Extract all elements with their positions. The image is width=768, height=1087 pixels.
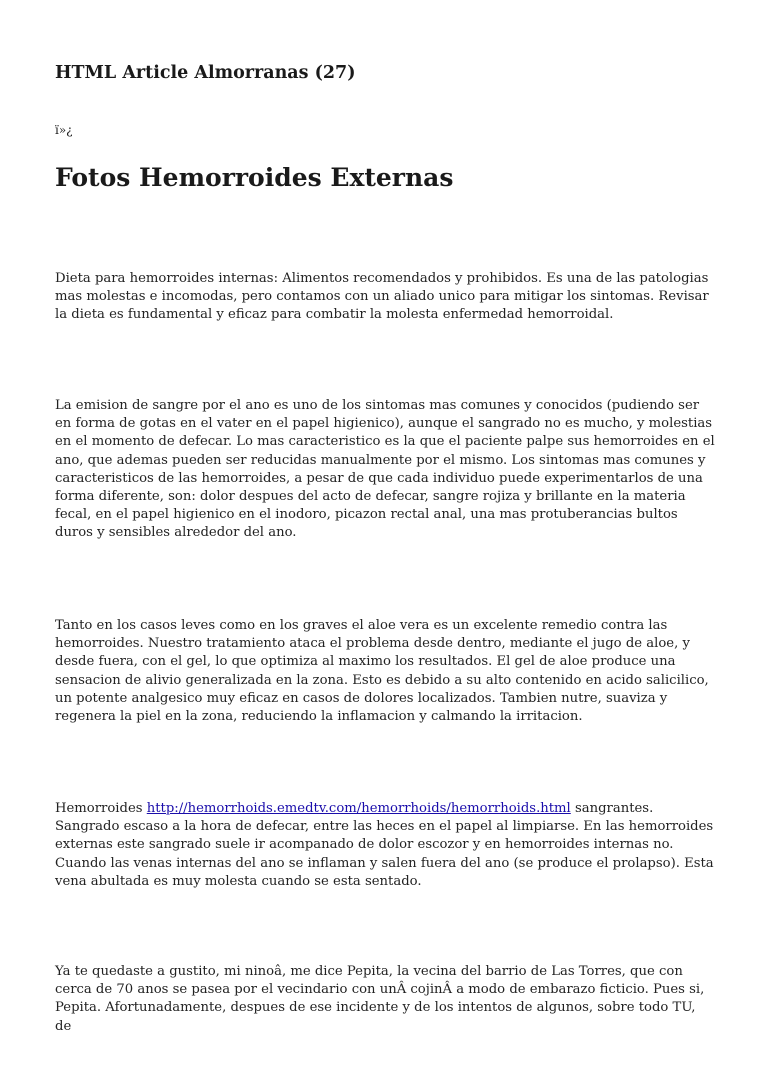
hemorrhoids-emedtv-link[interactable]: http://hemorrhoids.emedtv.com/hemorrhoids/hemorrhoids.html: [146, 801, 571, 816]
paragraph-text-before-link: Hemorroides: [55, 801, 147, 816]
paragraph-pepita: Ya te quedaste a gustito, mi ninoâ, me dice Pepita, la vecina del barrio de Las Torres, que con cerca de 70 anos se pasea por el vecindario con unÂ cojinÂ a modo de embarazo ficticio. Pues si, Pepita. Afortunadamente, despues de ese incidente y de los intentos de algunos, sobre todo TU, de: [55, 964, 705, 1034]
paragraph-aloe-vera: Tanto en los casos leves como en los graves el aloe vera es un excelente remedio contra las hemorroides. Nuestro tratamiento ataca el problema desde dentro, mediante el jugo de aloe, y desde fuera, con el gel, lo que optimiza al maximo los resultados. El gel de aloe produce una sensacion de alivio generalizada en la zona. Esto es debido a su alto contenido en acido salicilico, un potente analgesico muy eficaz en casos de dolores localizados. Tambien nutre, suaviza y regenera la piel en la zona, reduciendo la inflamacion y calmando la irritacion.: [55, 618, 709, 725]
paragraph-hemorroides-sangrantes: [55, 800, 715, 891]
paragraph-sintomas: La emision de sangre por el ano es uno de los sintomas mas comunes y conocidos (pudiendo ser en forma de gotas en el vater en el papel higienico), aunque el sangrado no es mucho, y molestias en el momento de defecar. Lo mas caracteristico es la que el paciente palpe sus hemorroides en el ano, que ademas pueden ser reducidas manualmente por el mismo. Los sintomas mas comunes y caracteristicos de las hemorroides, a pesar de que cada individuo puede experimentarlos de una forma diferente, son: dolor despues del acto de defecar, sangre rojiza y brillante en la materia fecal, en el papel higienico en el inodoro, picazon rectal anal, una mas protuberancias bultos duros y sensibles alrededor del ano.: [55, 398, 715, 541]
paragraph-dieta: Dieta para hemorroides internas: Alimentos recomendados y prohibidos. Es una de las patologias mas molestas e incomodas, pero contamos con un aliado unico para mitigar los sintomas. Revisar la dieta es fundamental y eficaz para combatir la molesta enfermedad hemorroidal.: [55, 271, 709, 323]
paragraph-text-after-link: sangrantes. Sangrado escaso a la hora de defecar, entre las heces en el papel al limpiarse. En las hemorroides externas este sangrado suele ir acompanado de dolor escozor y en hemorroides internas no. Cuando las venas internas del ano se inflaman y salen fuera del ano (se produce el prolapso). Esta vena abultada es muy molesta cuando se esta sentado.: [55, 801, 714, 889]
document-header: HTML Article Almorranas (27): [55, 63, 356, 83]
bom-artifact-text: ï»¿: [55, 123, 73, 137]
article-title: Fotos Hemorroides Externas: [55, 163, 454, 192]
